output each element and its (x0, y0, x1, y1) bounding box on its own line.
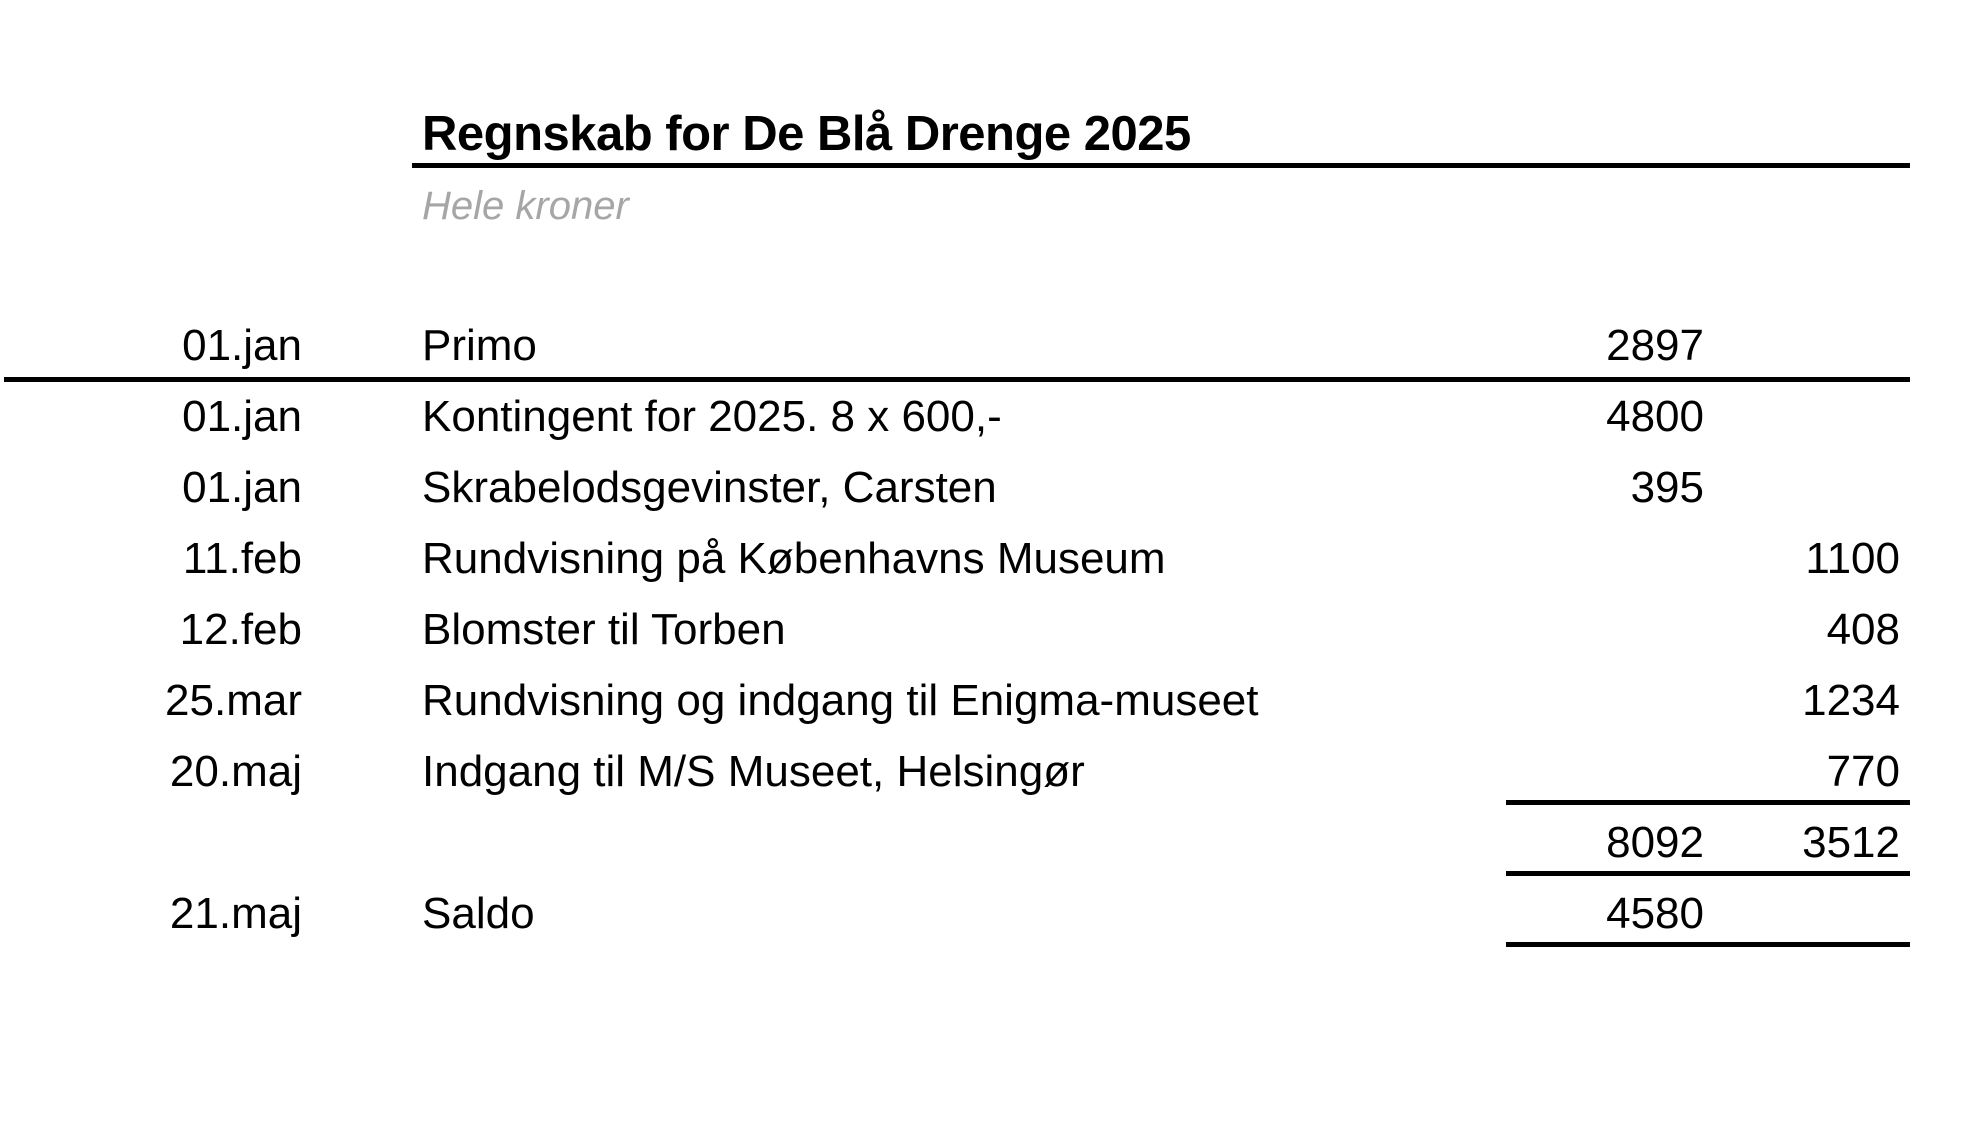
row-expense: 1234 (1802, 676, 1900, 725)
row-expense: 408 (1826, 605, 1900, 654)
row-description: Primo (422, 321, 537, 370)
table-row (0, 316, 1984, 376)
balance-underline (1506, 942, 1910, 947)
title-underline (412, 163, 1910, 168)
table-row (0, 742, 1984, 802)
row-description: Indgang til M/S Museet, Helsingør (422, 747, 1085, 796)
table-row (0, 600, 1984, 660)
row-expense: 770 (1826, 747, 1900, 796)
table-row (0, 671, 1984, 731)
balance-date: 21.maj (169, 889, 302, 938)
row-date: 11.feb (182, 534, 302, 583)
total-expense: 3512 (1802, 818, 1900, 867)
total-income: 8092 (1606, 818, 1704, 867)
row-description: Skrabelodsgevinster, Carsten (422, 463, 997, 512)
primo-divider (4, 377, 1910, 382)
row-description: Blomster til Torben (422, 605, 786, 654)
table-row (0, 387, 1984, 447)
totals-row (0, 813, 1984, 873)
row-date: 01.jan (182, 463, 302, 512)
row-date: 01.jan (182, 392, 302, 441)
balance-row (0, 884, 1984, 944)
balance-amount: 4580 (1606, 889, 1704, 938)
row-expense: 1100 (1805, 534, 1900, 583)
balance-label: Saldo (422, 889, 535, 938)
row-date: 25.mar (165, 676, 302, 725)
page-subtitle: Hele kroner (422, 184, 629, 228)
table-row (0, 529, 1984, 589)
totals-bottom-rule (1506, 871, 1910, 876)
row-income: 4800 (1606, 392, 1704, 441)
row-description: Kontingent for 2025. 8 x 600,- (422, 392, 1002, 441)
row-income: 395 (1630, 463, 1704, 512)
page-title: Regnskab for De Blå Drenge 2025 (422, 107, 1191, 161)
totals-top-rule (1506, 800, 1910, 805)
row-income: 2897 (1606, 321, 1704, 370)
row-date: 12.feb (179, 605, 302, 654)
row-date: 20.maj (169, 747, 302, 796)
row-description: Rundvisning på Københavns Museum (422, 534, 1166, 583)
table-row (0, 458, 1984, 518)
row-date: 01.jan (182, 321, 302, 370)
row-description: Rundvisning og indgang til Enigma-museet (422, 676, 1259, 725)
